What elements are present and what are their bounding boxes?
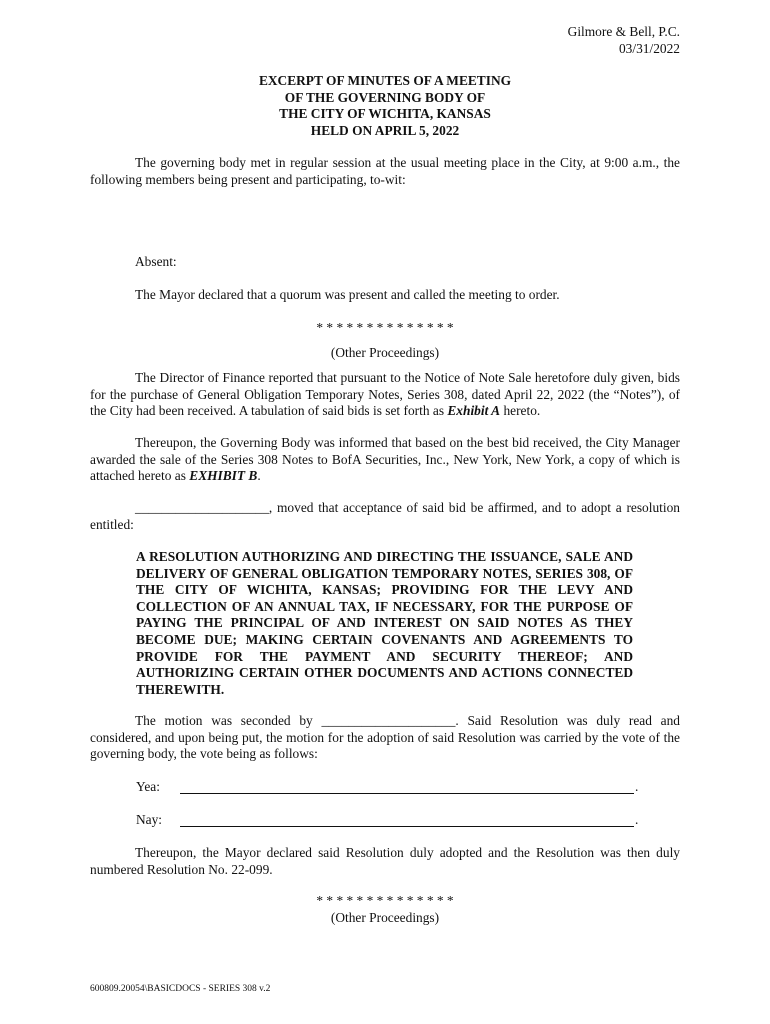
- header-date: 03/31/2022: [618, 40, 680, 56]
- award-text-end: .: [257, 468, 261, 484]
- title-line-1: EXCERPT OF MINUTES OF A MEETING: [258, 73, 512, 88]
- yea-end-mark: .: [635, 779, 639, 794]
- exhibit-a-ref: Exhibit A: [447, 403, 501, 419]
- second-paragraph: The motion was seconded by ____________________. Said Resolution was duly read and considered, and upon being put, the motion for the adoption of said Resolution was carried by the vote of the governing body, the vote being as follows:: [90, 713, 680, 762]
- document-title: [90, 73, 680, 139]
- footer-doc-id: 600809.20054\BASICDOCS - SERIES 308 v.2: [90, 984, 271, 994]
- award-text: Thereupon, the Governing Body was informed that based on the best bid received, the City Manager awarded the sale of the Series 308 Notes to BofA Securities, Inc., New York, New York, a copy of which is attached hereto as: [90, 435, 680, 484]
- firm-name: Gilmore & Bell, P.C.: [567, 24, 680, 39]
- finance-text: The Director of Finance reported that pursuant to the Notice of Note Sale heretofore duly given, bids for the purchase of General Obligation Temporary Notes, Series 308, dated April 22, 2022 (the “Notes”), of the City had been received. A tabulation of said bids is set forth as: [90, 370, 680, 419]
- nay-line: [180, 826, 634, 827]
- title-line-3: THE CITY OF WICHITA, KANSAS: [279, 106, 491, 122]
- other-proceedings-1: (Other Proceedings): [330, 345, 440, 360]
- other-proceedings-2: (Other Proceedings): [330, 910, 440, 925]
- exhibit-b-ref: EXHIBIT B: [189, 468, 258, 484]
- yea-label: Yea:: [136, 779, 160, 794]
- finance-paragraph: [90, 370, 680, 420]
- award-paragraph: [90, 435, 680, 485]
- finance-text-end: hereto.: [500, 403, 541, 419]
- quorum-paragraph: The Mayor declared that a quorum was present and called the meeting to order.: [135, 287, 560, 302]
- resolution-title: A RESOLUTION AUTHORIZING AND DIRECTING THE ISSUANCE, SALE AND DELIVERY OF GENERAL OBLIGATION TEMPORARY NOTES, SERIES 308, OF THE CITY OF WICHITA, KANSAS; PROVIDING FOR THE LEVY AND COLLECTION OF AN ANNUAL TAX, IF NECESSARY, FOR THE PURPOSE OF PAYING THE PRINCIPAL OF AND INTEREST ON SAID NOTES AS THEY BECOME DUE; MAKING CERTAIN COVENANTS AND AGREEMENTS TO PROVIDE FOR THE PAYMENT AND SECURITY THEREOF; AND AUTHORIZING CERTAIN OTHER DOCUMENTS AND ACTIONS CONNECTED THEREWITH.: [136, 549, 633, 697]
- adoption-paragraph: Thereupon, the Mayor declared said Resolution duly adopted and the Resolution was then duly numbered Resolution No. 22-099.: [90, 845, 680, 877]
- nay-end-mark: .: [635, 812, 639, 827]
- header-block: [568, 24, 680, 57]
- yea-line: [180, 793, 634, 794]
- title-line-4: HELD ON APRIL 5, 2022: [310, 122, 460, 138]
- separator-stars-2: * * * * * * * * * * * * * *: [316, 893, 454, 908]
- absent-label: Absent:: [135, 254, 177, 269]
- intro-paragraph: The governing body met in regular session at the usual meeting place in the City, at 9:00 a.m., the following members being present and participating, to-wit:: [90, 155, 680, 187]
- separator-stars-1: * * * * * * * * * * * * * *: [316, 320, 454, 335]
- motion-paragraph: ____________________, moved that acceptance of said bid be affirmed, and to adopt a resolution entitled:: [90, 500, 680, 532]
- title-line-2: OF THE GOVERNING BODY OF: [284, 89, 486, 105]
- nay-label: Nay:: [136, 812, 163, 827]
